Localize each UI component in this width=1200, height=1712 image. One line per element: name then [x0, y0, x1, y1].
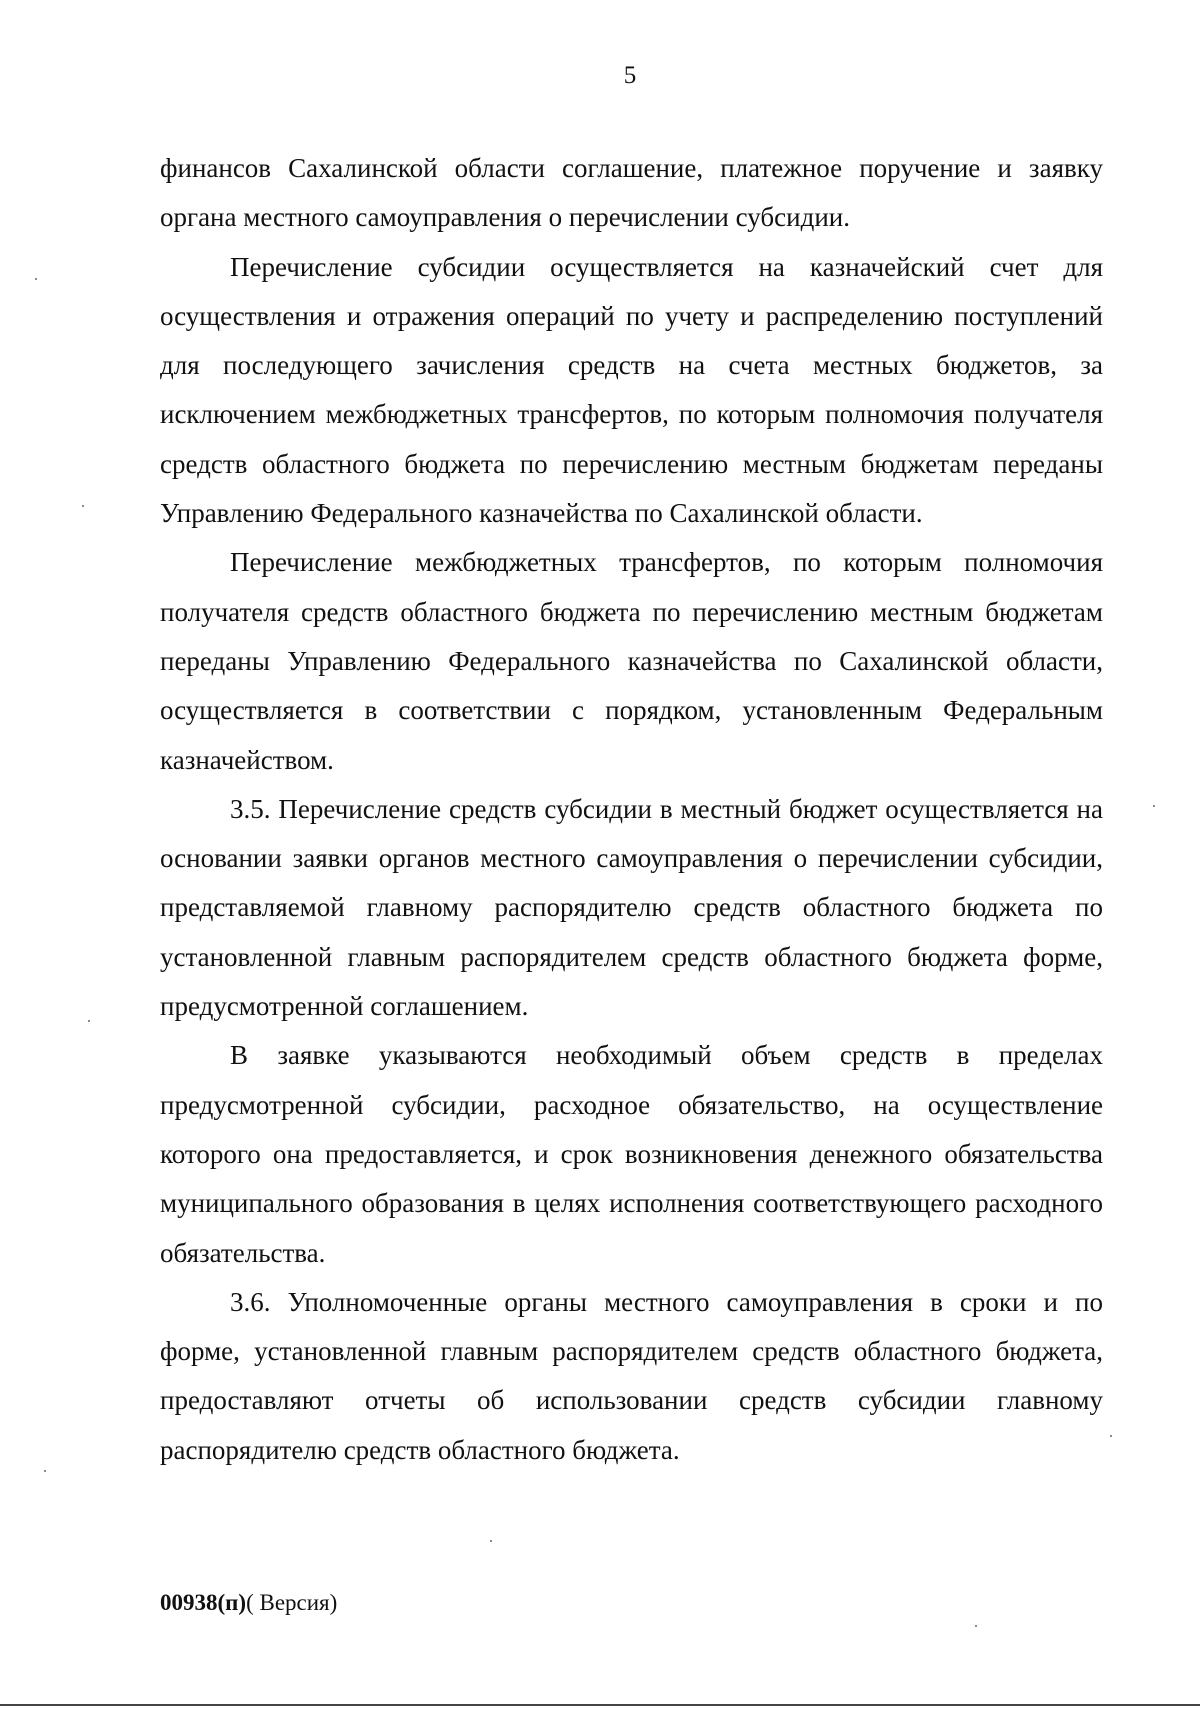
scan-speck: [88, 1020, 90, 1022]
document-code-number: 00938(п): [160, 1590, 247, 1615]
scan-speck: [490, 1540, 492, 1542]
document-code: [160, 1590, 337, 1616]
scan-speck: [975, 1625, 977, 1627]
paragraph-continuation: финансов Сахалинской области соглашение, платежное поручение и заявку органа местного самоуправления о перечислении субсидии.: [160, 153, 1103, 233]
scan-speck: [35, 278, 37, 280]
scan-speck: [1110, 1435, 1112, 1437]
scan-edge-bottom: [0, 1704, 1200, 1706]
paragraph-3-5: 3.5. Перечисление средств субсидии в местный бюджет осуществляется на основании заявки органов местного самоуправления о перечислении субсидии, представляемой главному распорядителю средств областного бюджета по установленной главным распорядителем средств областного бюджета форме, предусмотренной соглашением.: [160, 793, 1103, 1022]
paragraph-application-details: В заявке указываются необходимый объем средств в пределах предусмотренной субсидии, расходное обязательство, на осуществление которого она предоставляется, и срок возникновения денежного обязательства муниципального образования в целях исполнения соответствующего расходного обязательства.: [160, 1040, 1103, 1268]
paragraph-transfer-treasury: Перечисление субсидии осуществляется на казначейский счет для осуществления и отражения операций по учету и распределению поступлений для последующего зачисления средств на счета местных бюджетов, за исключением межбюджетных трансфертов, по которым полномочия получателя средств областного бюджета по перечислению местным бюджетам переданы Управлению Федерального казначейства по Сахалинской области.: [160, 251, 1103, 529]
scan-speck: [1153, 805, 1155, 807]
document-version: ( Версия): [246, 1590, 338, 1615]
paragraph-3-6: 3.6. Уполномоченные органы местного самоуправления в сроки и по форме, установленной главным распорядителем средств областного бюджета, предоставляют отчеты об использовании средств субсидии главному распорядителю средств областного бюджета.: [160, 1286, 1103, 1465]
scan-speck: [82, 505, 84, 507]
paragraph-interbudget-transfers: Перечисление межбюджетных трансфертов, по которым полномочия получателя средств областного бюджета по перечислению местным бюджетам переданы Управлению Федерального казначейства по Сахалинской области, осуществляется в соответствии с порядком, установленным Федеральным казначейством.: [160, 547, 1103, 775]
scan-speck: [44, 1470, 46, 1472]
page-number: 5: [623, 62, 637, 89]
document-body: [160, 144, 1103, 1475]
